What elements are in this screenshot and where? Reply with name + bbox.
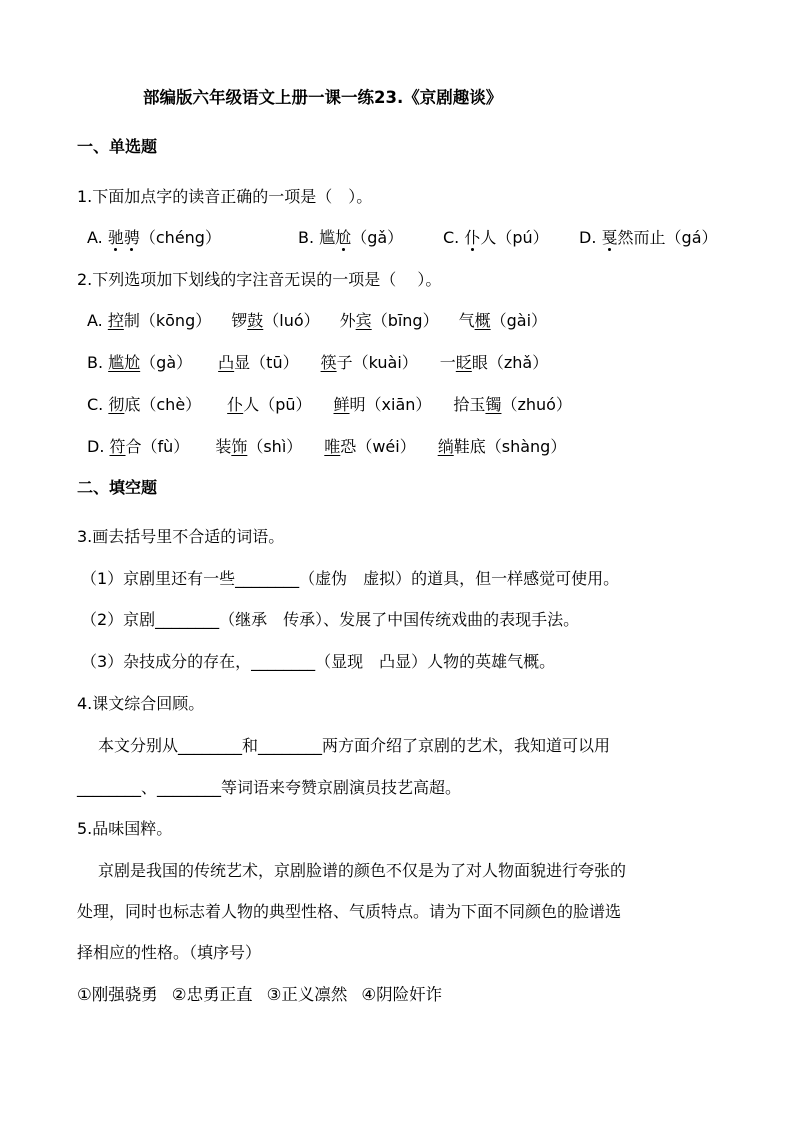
question-5-choices — [77, 984, 442, 1006]
choice-item: ③正义凛然 — [266, 985, 348, 1004]
underlined-char: 眨 — [455, 353, 472, 372]
question-4-line-1: 本文分别从________和________两方面介绍了京剧的艺术，我知道可以用 — [98, 736, 611, 755]
underlined-char: 彻 — [108, 395, 125, 414]
underlined-char: 饰 — [231, 437, 248, 456]
question-5-paragraph-line-1: 京剧是我国的传统艺术，京剧脸谱的颜色不仅是为了对人物面貌进行夸张的 — [98, 861, 627, 880]
dotted-char: 驰 — [107, 228, 124, 247]
underlined-char: 镯 — [485, 395, 502, 414]
section-heading-fill-blank: 二、填空题 — [77, 478, 158, 497]
question-1-option-a: A. 驰骋（chéng） — [87, 228, 221, 247]
question-3-sentence-1: （1）京剧里还有一些________（虚伪 虚拟）的道具，但一样感觉可使用。 — [81, 569, 620, 588]
question-2-stem: 2.下列选项加下划线的字注音无误的一项是（ ）。 — [77, 270, 442, 289]
question-5-paragraph-line-2: 处理，同时也标志着人物的典型性格、气质特点。请为下面不同颜色的脸谱选 — [77, 902, 622, 921]
choice-item: ④阴险奸诈 — [361, 985, 443, 1004]
page-title: 部编版六年级语文上册一课一练23.《京剧趣谈》 — [143, 88, 503, 107]
question-3-sentence-3: （3）杂技成分的存在，________（显现 凸显）人物的英雄气概。 — [81, 652, 556, 671]
choice-item: ②忠勇正直 — [171, 985, 253, 1004]
question-1-option-d: D. 戛然而止（gá） — [579, 228, 718, 247]
underlined-char: 控 — [107, 311, 124, 330]
underlined-char: 宾 — [355, 311, 372, 330]
question-1-option-b: B. 尴尬（gǎ） — [298, 228, 404, 247]
dotted-char: 骋 — [123, 228, 140, 247]
question-5-stem: 5.品味国粹。 — [77, 819, 173, 838]
question-5-paragraph-line-3: 择相应的性格。（填序号） — [77, 943, 262, 962]
question-2-option-c: C. 彻底（chè） 仆人（pū） 鲜明（xiān） 拾玉镯（zhuó） — [87, 395, 572, 414]
dotted-char: 尬 — [335, 228, 352, 247]
question-3-stem: 3.画去括号里不合适的词语。 — [77, 527, 285, 546]
underlined-char: 鼓 — [247, 311, 264, 330]
dotted-char: 仆 — [464, 228, 481, 247]
underlined-char: 唯 — [324, 437, 341, 456]
question-3-sentence-2: （2）京剧________（继承 传承）、发展了中国传统戏曲的表现手法。 — [81, 610, 580, 629]
underlined-char: 概 — [474, 311, 491, 330]
question-1-option-c: C. 仆人（pú） — [443, 228, 549, 247]
question-2-option-d: D. 符合（fù） 装饰（shì） 唯恐（wéi） 绱鞋底（shàng） — [87, 437, 567, 456]
question-4-stem: 4.课文综合回顾。 — [77, 694, 205, 713]
question-2-option-b: B. 尴尬（gà） 凸显（tū） 筷子（kuài） 一眨眼（zhǎ） — [87, 353, 549, 372]
section-heading-single-choice: 一、单选题 — [77, 137, 158, 156]
underlined-char: 仆 — [227, 395, 244, 414]
underlined-char: 筷 — [320, 353, 337, 372]
underlined-char: 尴尬 — [108, 353, 141, 372]
underlined-char: 绱 — [437, 437, 454, 456]
choice-item: ①刚强骁勇 — [77, 985, 158, 1004]
question-2-option-a: A. 控制（kōng） 锣鼓（luó） 外宾（bīng） 气概（gài） — [87, 311, 548, 330]
underlined-char: 符 — [109, 437, 126, 456]
dotted-char: 戛 — [601, 228, 618, 247]
underlined-char: 鲜 — [333, 395, 350, 414]
question-4-line-2: ________、________等词语来夸赞京剧演员技艺高超。 — [77, 778, 462, 797]
underlined-char: 凸 — [218, 353, 235, 372]
question-1-stem: 1.下面加点字的读音正确的一项是（ ）。 — [77, 187, 373, 206]
